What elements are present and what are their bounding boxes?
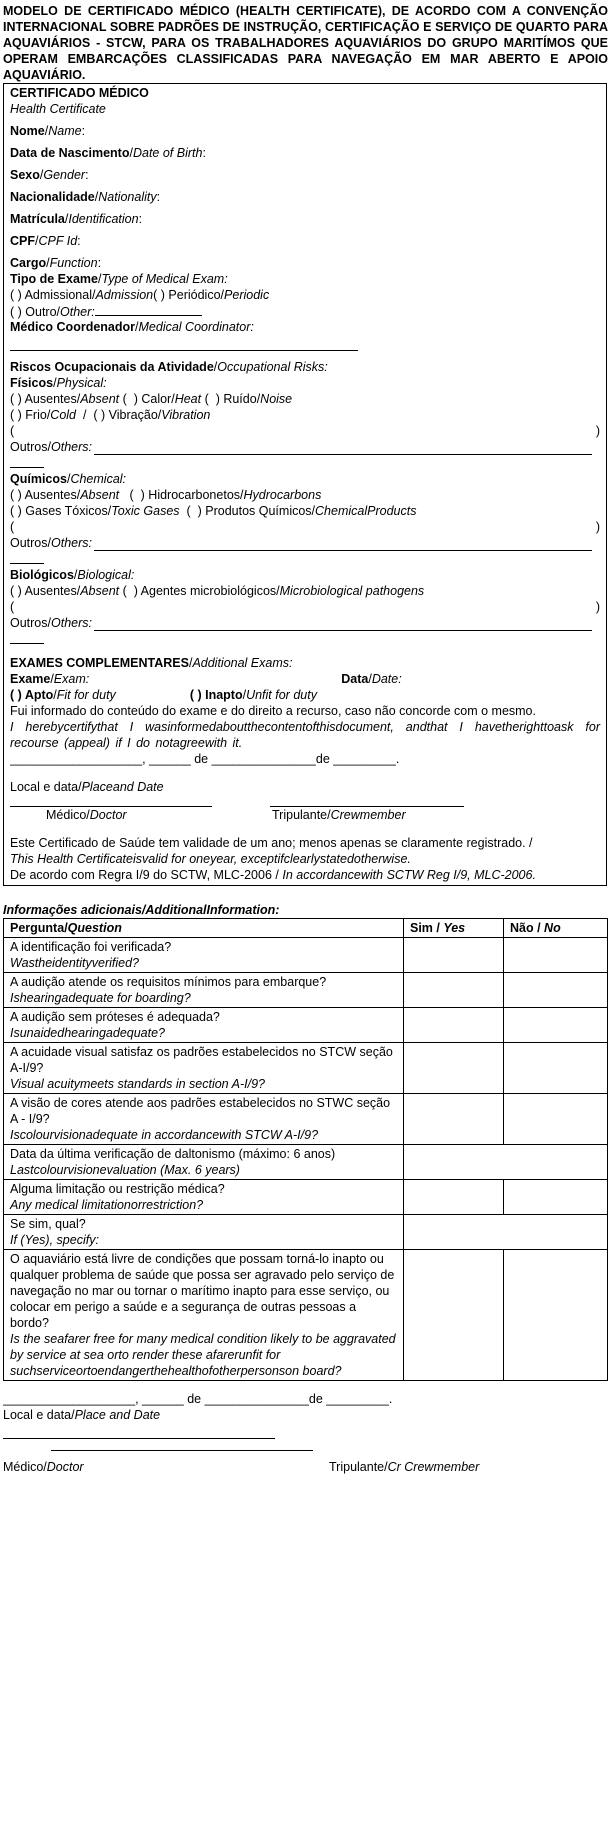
table-row: Se sim, qual? If (Yes), specify: bbox=[4, 1215, 608, 1250]
certificate-signature-labels: Médico/Doctor Tripulante/Crewmember bbox=[46, 808, 406, 822]
certificate-signature-lines[interactable] bbox=[10, 795, 600, 807]
document-heading: MODELO DE CERTIFICADO MÉDICO (HEALTH CERTIFICATE), DE ACORDO COM A CONVENÇÃO INTERNACIONAL SOBRE PADRÕES DE INSTRUÇÃO, CERTIFICAÇÃO E SERVIÇO DE QUARTO PARA AQUAVIÁRIOS - STCW, PARA OS TRABALHADORES AQUAVIÁRIOS DO GRUPO MARITÍMOS QUE OPERAM EMBARCAÇÕES CLASSIFICADAS PARA NAVEGAÇÃO EM MAR ABERTO E APOIO AQUAVIÁRIO. bbox=[3, 4, 608, 82]
answer-cell[interactable] bbox=[404, 1145, 608, 1180]
informed-statement-pt: Fui informado do conteúdo do exame e do direito a recurso, caso não concorde com o mesmo. bbox=[10, 704, 536, 718]
certificate-title: CERTIFICADO MÉDICO bbox=[10, 86, 149, 100]
regulation-reference: De acordo com Regra I/9 do SCTW, MLC-2006 / In accordancewith SCTW Reg I/9, MLC-2006. bbox=[10, 868, 536, 882]
table-header-row: Pergunta/Question Sim / Yes Não / No bbox=[4, 919, 608, 938]
yes-cell[interactable] bbox=[404, 1094, 504, 1145]
answer-cell[interactable] bbox=[404, 1215, 608, 1250]
table-row: A audição atende os requisitos mínimos para embarque? Ishearingadequate for boarding? bbox=[4, 973, 608, 1008]
no-cell[interactable] bbox=[504, 1094, 608, 1145]
biological-label: Biológicos/Biological: bbox=[10, 568, 135, 582]
no-cell[interactable] bbox=[504, 1008, 608, 1043]
footer-place-date: Local e data/Place and Date bbox=[3, 1408, 161, 1422]
health-certificate-box bbox=[3, 83, 607, 886]
physical-options-1[interactable]: ( ) Ausentes/Absent ( ) Calor/Heat ( ) Ruído/Noise bbox=[10, 392, 293, 406]
yes-cell[interactable] bbox=[404, 1008, 504, 1043]
validity-en: This Health Certificateisvalid for oneyear, exceptifclearlystatedotherwise. bbox=[10, 852, 411, 866]
additional-info-table bbox=[3, 918, 608, 1381]
yes-cell[interactable] bbox=[404, 1180, 504, 1215]
field-date-of-birth[interactable]: Data de Nascimento/Date of Birth: bbox=[10, 146, 206, 160]
table-row: O aquaviário está livre de condições que possam torná-lo inapto ou qualquer problema de saúde que possa ser agravado pelo serviço de navegação no mar ou tornar o marítimo inapto para esse serviço, ou colocar em perigo a saúde e a segurança de outras pessoas a bordo? Is the seafarer free for many medical condition likely to be aggravated by service at sea orto render these afarerunfit for suchserviceortoendangerthehealthofotherpersonson board? bbox=[4, 1250, 608, 1381]
fitness-options[interactable]: ( ) Apto/Fit for duty ( ) Inapto/Unfit for duty bbox=[10, 688, 317, 702]
biological-others[interactable]: Outros / Others: bbox=[10, 615, 600, 631]
chemical-options-2[interactable]: ( ) Gases Tóxicos/Toxic Gases ( ) Produtos Químicos/ChemicalProducts bbox=[10, 504, 417, 518]
exam-type-options[interactable]: ( ) Admissional/Admission( ) Periódico/Periodic bbox=[10, 288, 270, 302]
informed-statement-en: I herebycertifythat I wasinformedaboutthecontentofthisdocument, andthat I havetherighttoask for recourse (appeal) if I do notagreewith it. bbox=[10, 720, 600, 750]
physical-label: Físicos/Physical: bbox=[10, 376, 107, 390]
certificate-place-date: Local e data/Placeand Date bbox=[10, 780, 164, 794]
field-name[interactable]: Nome/Name: bbox=[10, 124, 86, 138]
footer-signature-area bbox=[3, 1391, 608, 1475]
biological-options[interactable]: ( ) Ausentes/Absent ( ) Agentes microbiológicos/Microbiological pathogens bbox=[10, 584, 425, 598]
yes-cell[interactable] bbox=[404, 1250, 504, 1381]
exam-type-label: Tipo de Exame/Type of Medical Exam: bbox=[10, 272, 228, 286]
biological-blank-line[interactable]: ( ) bbox=[10, 600, 600, 614]
table-row: A visão de cores atende aos padrões estabelecidos no STWC seção A - I/9? Iscolourvisionadequate in accordancewith STCW A-I/9? bbox=[4, 1094, 608, 1145]
no-cell[interactable] bbox=[504, 938, 608, 973]
field-identification[interactable]: Matrícula/Identification: bbox=[10, 212, 143, 226]
footer-line-1[interactable] bbox=[3, 1423, 608, 1439]
exam-date-row[interactable]: Exame/Exam: Data/Date: bbox=[10, 672, 402, 686]
medical-coordinator[interactable]: Médico Coordenador/Medical Coordinator: bbox=[10, 320, 254, 334]
additional-exams-label: EXAMES COMPLEMENTARES/Additional Exams: bbox=[10, 656, 293, 670]
yes-cell[interactable] bbox=[404, 973, 504, 1008]
exam-type-other[interactable]: ( ) Outro/Other: bbox=[10, 303, 600, 319]
chemical-options-1[interactable]: ( ) Ausentes/Absent ( ) Hidrocarbonetos/Hydrocarbons bbox=[10, 488, 322, 502]
physical-blank-line[interactable]: ( ) bbox=[10, 424, 600, 438]
certificate-date-line[interactable]: ___________________, ______ de _______________de _________. bbox=[10, 752, 400, 766]
no-cell[interactable] bbox=[504, 1180, 608, 1215]
table-row: Alguma limitação ou restrição médica? Any medical limitationorrestriction? bbox=[4, 1180, 608, 1215]
chemical-label: Químicos/Chemical: bbox=[10, 472, 127, 486]
footer-line-2[interactable] bbox=[3, 1439, 608, 1451]
field-nationality[interactable]: Nacionalidade/Nationality: bbox=[10, 190, 161, 204]
table-row: A identificação foi verificada? Wastheidentityverified? bbox=[4, 938, 608, 973]
chemical-others[interactable]: Outros / Others: bbox=[10, 535, 600, 551]
field-gender[interactable]: Sexo/Gender: bbox=[10, 168, 89, 182]
no-cell[interactable] bbox=[504, 973, 608, 1008]
table-row: Data da última verificação de daltonismo (máximo: 6 anos) Lastcolourvisionevaluation (Max. 6 years) bbox=[4, 1145, 608, 1180]
chemical-blank-line[interactable]: ( ) bbox=[10, 520, 600, 534]
occupational-risks-label: Riscos Ocupacionais da Atividade/Occupational Risks: bbox=[10, 360, 328, 374]
table-row: A acuidade visual satisfaz os padrões estabelecidos no STCW seção A-I/9? Visual acuitymeets standards in section A-I/9? bbox=[4, 1043, 608, 1094]
footer-signature-labels: Médico/Doctor Tripulante/Cr Crewmember bbox=[3, 1460, 480, 1474]
physical-options-2[interactable]: ( ) Frio/Cold / ( ) Vibração/Vibration bbox=[10, 408, 211, 422]
field-function[interactable]: Cargo/Function: bbox=[10, 256, 102, 270]
field-cpf[interactable]: CPF/CPF Id: bbox=[10, 234, 81, 248]
table-row: A audição sem próteses é adequada? Isunaidedhearingadequate? bbox=[4, 1008, 608, 1043]
certificate-title-en: Health Certificate bbox=[10, 102, 106, 116]
yes-cell[interactable] bbox=[404, 938, 504, 973]
no-cell[interactable] bbox=[504, 1043, 608, 1094]
physical-others[interactable]: Outros / Others: bbox=[10, 439, 600, 455]
no-cell[interactable] bbox=[504, 1250, 608, 1381]
footer-date-line[interactable]: ___________________, ______ de _______________de _________. bbox=[3, 1392, 393, 1406]
additional-info-title: Informações adicionais/AdditionalInformation: bbox=[3, 903, 280, 917]
validity-pt: Este Certificado de Saúde tem validade de um ano; menos apenas se claramente registrado. / bbox=[10, 836, 533, 850]
yes-cell[interactable] bbox=[404, 1043, 504, 1094]
